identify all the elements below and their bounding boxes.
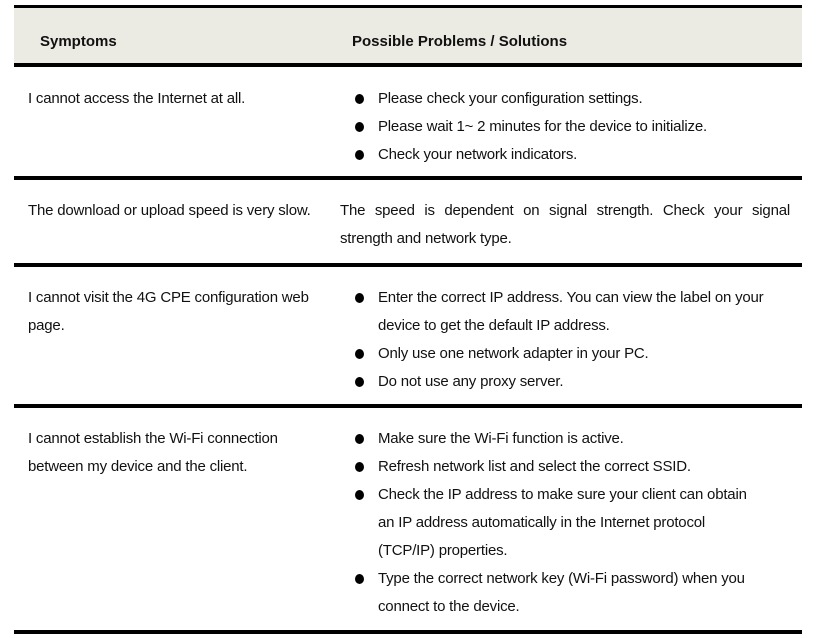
table-header	[14, 8, 802, 63]
bullet-icon	[355, 94, 364, 104]
solution-cell: The speed is dependent on signal strength. Check your signal strength and network type.	[340, 202, 790, 247]
bullet-icon	[355, 462, 364, 472]
bullet-icon	[355, 150, 364, 160]
table-row	[14, 267, 802, 404]
symptom-cell: I cannot access the Internet at all.	[28, 90, 246, 107]
header-solutions: Possible Problems / Solutions	[352, 33, 568, 50]
solution-item: Check the IP address to make sure your client can obtain an IP address automatically in the Internet protocol (TCP/IP) properties.	[354, 481, 764, 565]
bullet-icon	[355, 490, 364, 500]
solution-item: Check your network indicators.	[354, 141, 774, 169]
header-symptoms: Symptoms	[40, 33, 117, 50]
table-row	[14, 180, 802, 263]
solution-item: Make sure the Wi-Fi function is active.	[354, 425, 764, 453]
symptom-cell: I cannot establish the Wi-Fi connection between my device and the client.	[28, 430, 278, 475]
bullet-icon	[355, 377, 364, 387]
solution-item: Only use one network adapter in your PC.	[354, 340, 764, 368]
solution-item: Please check your configuration settings.	[354, 85, 774, 113]
table-row	[14, 408, 802, 630]
troubleshooting-table	[14, 5, 802, 634]
bullet-icon	[355, 293, 364, 303]
solution-item: Type the correct network key (Wi-Fi password) when you connect to the device.	[354, 565, 764, 621]
solution-list	[354, 425, 764, 621]
solution-item: Please wait 1~ 2 minutes for the device to initialize.	[354, 113, 774, 141]
solution-item: Refresh network list and select the correct SSID.	[354, 453, 764, 481]
solution-item: Enter the correct IP address. You can view the label on your device to get the default IP address.	[354, 284, 764, 340]
table-row	[14, 67, 802, 176]
symptom-cell: I cannot visit the 4G CPE configuration web page.	[28, 289, 309, 334]
solution-item: Do not use any proxy server.	[354, 368, 764, 396]
symptom-cell: The download or upload speed is very slow.	[28, 202, 311, 219]
table-bottom-rule	[14, 630, 802, 634]
bullet-icon	[355, 434, 364, 444]
solution-list	[354, 284, 764, 396]
bullet-icon	[355, 122, 364, 132]
solution-list	[354, 85, 774, 169]
bullet-icon	[355, 574, 364, 584]
bullet-icon	[355, 349, 364, 359]
